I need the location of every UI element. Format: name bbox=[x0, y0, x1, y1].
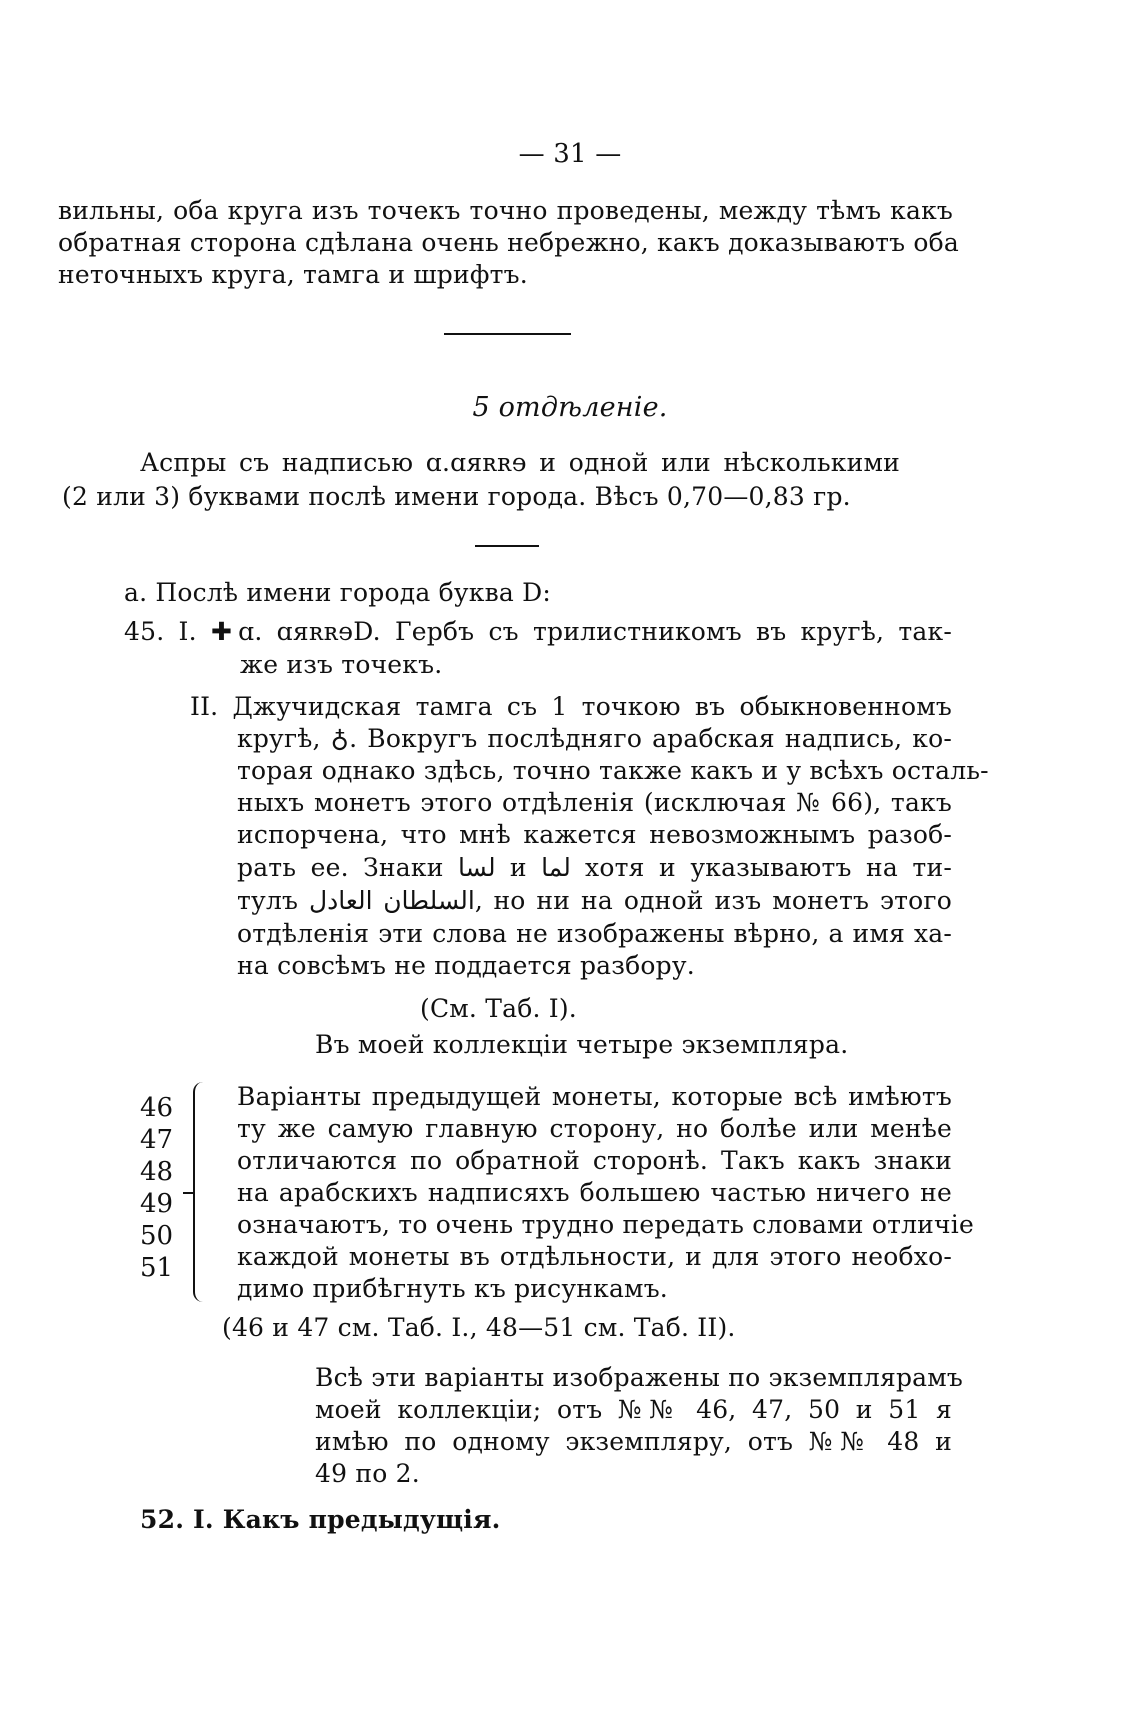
entry-45-II-line-8: отдѣленія эти слова не изображены вѣрно, а имя ха- bbox=[237, 919, 952, 948]
section-divider-bottom bbox=[475, 545, 539, 547]
section-heading: 5 отдѣленіе. bbox=[472, 392, 668, 423]
entry-45-II-line-5: испорчена, что мнѣ кажется невозможнымъ разоб- bbox=[237, 820, 952, 849]
entry-45-II-line-2: кругѣ, ♁. Вокругъ послѣдняго арабская надпись, ко- bbox=[237, 724, 952, 753]
entries-46-51-numbers bbox=[140, 1092, 180, 1284]
entry-45-line-1: 45. I. ✚ɑ. ɑяʀʀɘD. Гербъ съ трилистникомъ въ кругѣ, так- bbox=[124, 617, 952, 646]
entries-46-51-line-4: на арабскихъ надписяхъ большею частью ничего не bbox=[237, 1178, 952, 1207]
page-number: — 31 — bbox=[518, 139, 622, 169]
entries-note-line-2: моей коллекціи; отъ №№ 46, 47, 50 и 51 я bbox=[315, 1395, 952, 1424]
continuation-line-1: вильны, оба круга изъ точекъ точно проведены, между тѣмъ какъ bbox=[58, 196, 953, 225]
entry-45-II-line-3: торая однако здѣсь, точно также какъ и у всѣхъ осталь- bbox=[237, 756, 989, 785]
entry-number: 51 bbox=[140, 1253, 174, 1283]
section-intro-line-1: Аспры съ надписью ɑ.ɑяʀʀɘ и одной или нѣсколькими bbox=[140, 448, 900, 477]
entries-brace-tip bbox=[183, 1192, 195, 1194]
entries-46-51-line-3: отличаются по обратной сторонѣ. Такъ какъ знаки bbox=[237, 1146, 952, 1175]
entries-46-51-line-7: димо прибѣгнуть къ рисункамъ. bbox=[237, 1274, 668, 1303]
entries-46-51-table-ref: (46 и 47 см. Таб. I., 48—51 см. Таб. II). bbox=[222, 1313, 736, 1342]
entries-46-51-line-2: ту же самую главную сторону, но болѣе или менѣе bbox=[237, 1114, 952, 1143]
entry-number: 49 bbox=[140, 1189, 174, 1219]
entry-45-II-line-1: II. Джучидская тамга съ 1 точкою въ обыкновенномъ bbox=[190, 692, 952, 721]
entry-52: 52. I. Какъ предыдущія. bbox=[140, 1505, 501, 1534]
entries-46-51-line-5: означаютъ, то очень трудно передать словами отличіе bbox=[237, 1210, 974, 1239]
entry-number: 50 bbox=[140, 1221, 174, 1251]
entries-note-line-1: Всѣ эти варіанты изображены по экземплярамъ bbox=[315, 1363, 964, 1392]
entry-number: 46 bbox=[140, 1093, 174, 1123]
entries-46-51-line-6: каждой монеты въ отдѣльности, и для этого необхо- bbox=[237, 1242, 952, 1271]
section-intro-line-2: (2 или 3) буквами послѣ имени города. Вѣсъ 0,70—0,83 гр. bbox=[62, 482, 851, 511]
entry-45-collection: Въ моей коллекціи четыре экземпляра. bbox=[315, 1030, 849, 1059]
entry-45-line-2: же изъ точекъ. bbox=[240, 650, 443, 679]
entry-45-II-line-6: рать ее. Знаки لسا и لما хотя и указываютъ на ти- bbox=[237, 853, 952, 882]
entry-45-table-ref: (См. Таб. I). bbox=[420, 994, 577, 1023]
subsection-a-heading: а. Послѣ имени города буква D: bbox=[124, 578, 551, 607]
entry-45-II-line-4: ныхъ монетъ этого отдѣленія (исключая № 66), такъ bbox=[237, 788, 952, 817]
continuation-line-3: неточныхъ круга, тамга и шрифтъ. bbox=[58, 260, 528, 289]
entry-45-II-line-7: тулъ السلطان العادل, но ни на одной изъ монетъ этого bbox=[237, 886, 952, 915]
section-divider-top bbox=[444, 333, 571, 335]
entries-note-line-3: имѣю по одному экземпляру, отъ №№ 48 и bbox=[315, 1427, 952, 1456]
entry-45-II-line-9: на совсѣмъ не поддается разбору. bbox=[237, 951, 695, 980]
continuation-line-2: обратная сторона сдѣлана очень небрежно, какъ доказываютъ оба bbox=[58, 228, 960, 257]
entry-number: 48 bbox=[140, 1157, 174, 1187]
entries-46-51-line-1: Варіанты предыдущей монеты, которые всѣ имѣютъ bbox=[237, 1082, 952, 1111]
entries-note-line-4: 49 по 2. bbox=[315, 1459, 420, 1488]
entry-number: 47 bbox=[140, 1125, 174, 1155]
entries-brace bbox=[193, 1082, 209, 1302]
